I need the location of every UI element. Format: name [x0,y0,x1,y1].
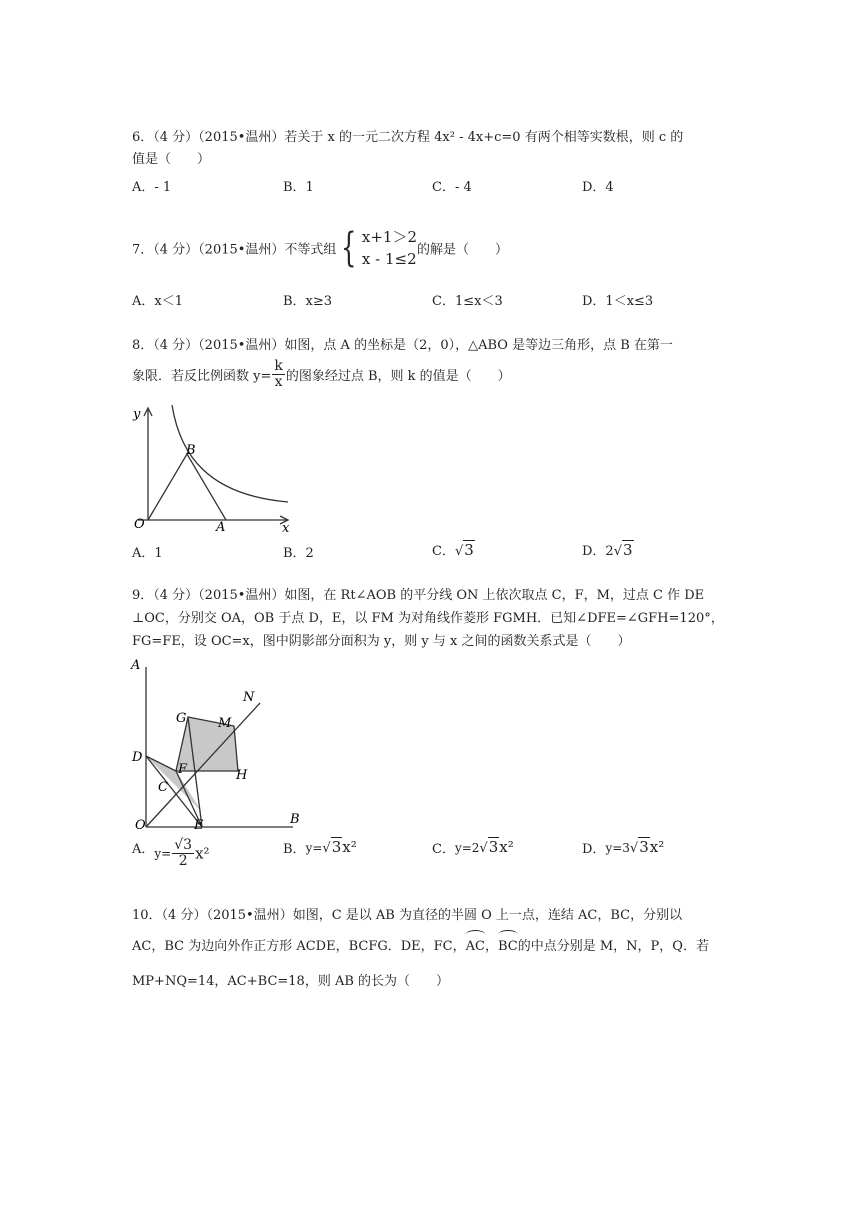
q7-option-b: B．x≥3 [283,294,333,309]
q8-option-c-radicand: 3 [464,541,474,559]
q9-option-c [432,838,514,857]
q10-line3: MP+NQ=14，AC+BC=18，则 AB 的长为（ ） [132,974,450,989]
q9-option-d-tail: x² [649,838,665,856]
q9-option-a [132,838,210,869]
q9-option-a-fraction [172,838,194,869]
q9-option-d-radicand: 3 [639,838,649,856]
q10-line2 [132,936,709,958]
q9-option-a-eq: y= [154,846,172,861]
q7-option-d: D．1＜x≤3 [582,294,654,309]
q9-option-d-eq: y=3 [605,841,630,855]
q9-option-a-tail: x² [195,844,210,863]
q9-label-a: A [131,658,141,673]
q9-line1: 9．（4 分）（2015•温州）如图，在 Rt∠AOB 的平分线 ON 上依次取点 C，F，M，过点 C 作 DE [132,588,705,603]
q8-option-d-radicand: 3 [623,541,633,559]
q9-option-b-radicand: 3 [331,838,342,856]
q9-option-c-label: C． [432,842,455,857]
q10-line2-suffix: 的中点分别是 M，N，P，Q．若 [517,939,709,954]
q7-inequality-2: x - 1≤2 [361,250,417,268]
q9-label-b: B [290,812,300,827]
q9-option-b-tail: x² [342,838,357,856]
sqrt-icon: √ [629,841,639,856]
q10-line2-prefix: AC，BC 为边向外作正方形 ACDE，BCFG．DE，FC， [132,939,466,954]
q9-option-d [582,838,664,857]
q9-label-h: H [236,768,248,783]
q7-option-c: C．1≤x＜3 [432,294,503,309]
q9-line3: FG=FE，设 OC=x，图中阴影部分面积为 y，则 y 与 x 之间的函数关系式是（ ） [132,634,631,649]
q8-line2 [132,359,511,390]
q9-label-g: G [176,711,187,726]
q9-label-m: M [218,716,232,731]
q9-label-c: C [158,780,168,795]
q9-label-n: N [243,690,255,705]
q8-option-b: B．2 [283,546,314,561]
q6-line2: 值是（ ） [132,152,211,167]
q8-fraction [272,359,284,390]
q6-option-c: C．- 4 [432,180,472,195]
q8-line2-prefix: 象限．若反比例函数 y= [132,369,272,384]
q8-option-a: A．1 [132,546,163,561]
q7-option-a: A．x＜1 [132,294,183,309]
q8-option-d-label: D．2 [582,544,614,559]
q9-figure [128,655,308,835]
q6-option-b: B．1 [283,180,314,195]
q6-option-a: A．- 1 [132,180,172,195]
q9-option-a-label: A． [132,842,155,857]
q9-option-c-tail: x² [499,838,514,856]
sqrt-icon: √ [454,544,464,559]
q9-option-a-den: 2 [178,853,188,869]
q9-line2: ⊥OC，分别交 OA，OB 于点 D，E，以 FM 为对角线作菱形 FGMH．已知∠DFE=∠GFH=120°， [132,611,724,626]
q8-triangle-abo [148,454,226,520]
q9-option-d-label: D． [582,842,606,857]
q9-label-f: F [178,762,188,777]
q10-separator: ， [484,939,498,954]
q8-label-a: A [216,520,226,535]
q7-inequality-1: x+1＞2 [361,228,418,246]
q7-prefix: 7．（4 分）（2015•温州）不等式组 [132,242,337,258]
q8-figure [128,400,303,540]
q9-option-b-label: B． [283,842,306,857]
q6-line1: 6．（4 分）（2015•温州）若关于 x 的一元二次方程 4x² - 4x+c=0 有两个相等实数根，则 c 的 [132,130,684,145]
q8-option-d [582,540,634,559]
q9-option-c-radicand: 3 [488,838,499,856]
q6-option-d: D．4 [582,180,614,195]
q8-fraction-den: x [274,374,283,390]
q8-line1: 8．（4 分）（2015•温州）如图，点 A 的坐标是（2，0），△ABO 是等边三角形，点 B 在第一 [132,338,673,353]
sqrt-icon: √ [479,841,488,856]
left-brace-icon: { [341,225,357,271]
q8-label-y: y [133,407,141,422]
sqrt-icon: √ [322,841,331,856]
q8-label-o: O [134,517,145,532]
q8-fraction-num: k [274,358,283,374]
q9-option-b-eq: y= [305,841,323,855]
q8-option-c [432,540,475,559]
q8-label-x: x [282,521,290,536]
q9-label-e: E [194,818,204,833]
q7-suffix: 的解是（ ） [417,242,509,258]
q10-line1: 10．（4 分）（2015•温州）如图，C 是以 AB 为直径的半圆 O 上一点，连结 AC，BC，分别以 [132,908,683,923]
q9-label-d: D [132,750,143,765]
q9-option-a-num: √3 [174,837,193,853]
q9-option-c-eq: y=2 [454,841,480,855]
q8-line2-suffix: 的图象经过点 B，则 k 的值是（ ） [285,369,511,384]
q8-option-c-label: C． [432,544,455,559]
q8-label-b: B [186,443,196,458]
q7-stem [132,226,508,270]
q10-arc-ac: AC [466,936,485,958]
q9-label-o: O [135,818,146,833]
sqrt-icon: √ [613,544,622,559]
q7-inequality-system [362,226,417,270]
q9-option-b [283,838,357,857]
q10-arc-bc: BC [498,936,518,958]
